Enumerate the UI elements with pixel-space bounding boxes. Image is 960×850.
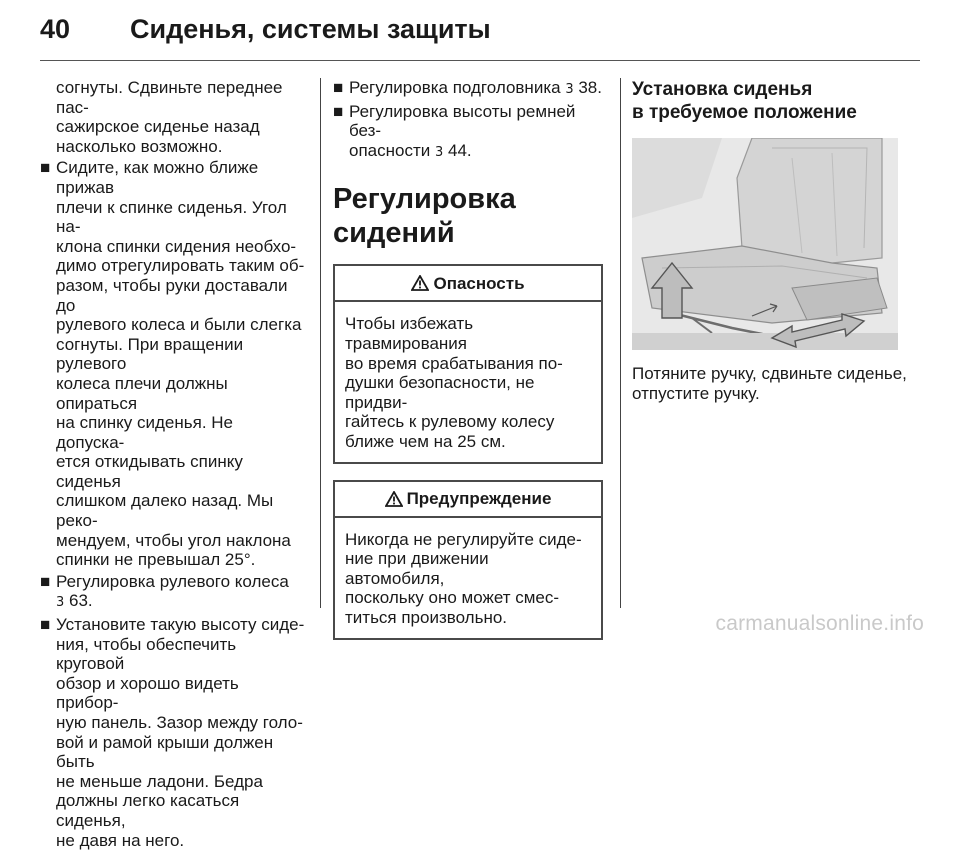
danger-box-body — [335, 302, 601, 461]
bullet-icon: ■ — [40, 615, 51, 635]
text-line: титься произвольно. — [345, 607, 508, 627]
text-line: Регулировка высоты ремней без- — [349, 101, 576, 141]
danger-box — [333, 264, 603, 463]
page-ref-icon: 3 — [434, 144, 444, 160]
text-line: димо отрегулировать таким об- — [56, 256, 305, 276]
text-line: согнуты. При вращении рулевого — [56, 334, 244, 374]
header-divider — [40, 60, 920, 61]
page-ref-number: 63. — [69, 591, 93, 611]
text-line: рулевого колеса и были слегка — [56, 315, 302, 335]
text-line: на спинку сиденья. Не допуска- — [56, 413, 234, 452]
bullet-icon: ■ — [40, 571, 51, 591]
list-item — [40, 615, 305, 850]
caution-box — [333, 480, 603, 640]
list-item-text: Регулировка подголовника — [349, 78, 561, 97]
page-ref-icon: 3 — [565, 82, 574, 97]
text-line: во время срабатывания по- — [345, 353, 563, 373]
section-title: Регулировка сидений — [333, 183, 516, 250]
text-line: вой и рамой крыши должен быть — [56, 732, 274, 772]
bullet-icon: ■ — [333, 101, 344, 121]
subsection-title — [632, 78, 912, 124]
text-line: не меньше ладони. Бедра — [56, 771, 263, 791]
page-number: 40 — [40, 14, 71, 44]
text-line: разом, чтобы руки доставали до — [56, 275, 288, 315]
text-line: плечи к спинке сиденья. Угол на- — [56, 197, 287, 237]
text-line: ния, чтобы обеспечить круговой — [56, 634, 237, 674]
text-line: Регулировка рулевого колеса — [56, 571, 289, 591]
column-1 — [40, 78, 305, 850]
page-title: Сиденья, системы защиты — [130, 14, 491, 44]
column-divider-1 — [320, 78, 321, 608]
text-line: Установите такую высоту сиде- — [56, 615, 305, 635]
text-line — [349, 141, 603, 163]
continuation-paragraph — [40, 78, 305, 156]
text-line: Потяните ручку, сдвиньте сиденье, — [632, 364, 907, 383]
text-line: слишком далеко назад. Мы реко- — [56, 491, 274, 531]
text-line: гайтесь к рулевому колесу — [345, 412, 555, 432]
bullet-icon: ■ — [40, 158, 51, 178]
text-line: клона спинки сидения необхо- — [56, 236, 297, 256]
seat-illustration-graphic — [632, 138, 898, 350]
text-line: Чтобы избежать травмирования — [345, 314, 474, 353]
text-line: Установка сиденья — [632, 79, 813, 100]
list-item — [333, 78, 603, 100]
caution-box-body — [335, 518, 601, 638]
warning-triangle-icon — [385, 491, 403, 507]
text-line: поскольку оно может смес- — [345, 588, 560, 608]
column-3 — [632, 78, 912, 403]
page-reference[interactable] — [435, 141, 472, 160]
column-2 — [333, 78, 603, 656]
text-line: должны легко касаться сиденья, — [56, 791, 240, 830]
caution-box-header — [335, 482, 601, 518]
page-ref-number: 44. — [448, 140, 472, 160]
text-line: душки безопасности, не придви- — [345, 373, 535, 412]
text-line: обзор и хорошо видеть прибор- — [56, 673, 239, 713]
page-ref-icon: 3 — [56, 595, 65, 611]
danger-box-header — [335, 266, 601, 302]
seat-adjustment-illustration — [632, 138, 898, 350]
text-line: в требуемое положение — [632, 102, 857, 123]
text-line: не давя на него. — [56, 830, 185, 850]
page-reference[interactable] — [56, 591, 305, 613]
page-header — [0, 0, 960, 62]
figure-caption — [632, 364, 912, 403]
list-item — [40, 158, 305, 569]
page-ref-number: 38. — [578, 78, 602, 97]
caution-box-title: Предупреждение — [406, 488, 552, 508]
text-line: ближе чем на 25 см. — [345, 431, 506, 451]
text-line — [349, 78, 603, 100]
column-divider-2 — [620, 78, 621, 608]
text-line: колеса плечи должны опираться — [56, 373, 228, 413]
list-item-text: опасности — [349, 140, 431, 160]
watermark: carmanualsonline.info — [715, 612, 924, 635]
page-reference[interactable] — [565, 78, 602, 97]
bullet-icon: ■ — [333, 78, 344, 97]
text-line: Никогда не регулируйте сиде- — [345, 529, 582, 549]
danger-box-title: Опасность — [433, 273, 525, 293]
text-line: ется откидывать спинку сиденья — [56, 452, 243, 491]
text-line: мендуем, чтобы угол наклона — [56, 530, 291, 550]
text-line: Сидите, как можно ближе прижав — [56, 158, 259, 197]
text-line: сажирское сиденье назад — [56, 117, 260, 137]
text-line: ную панель. Зазор между голо- — [56, 713, 303, 732]
list-item — [333, 102, 603, 163]
text-line: отпустите ручку. — [632, 383, 760, 403]
text-line: ние при движении автомобиля, — [345, 549, 489, 588]
list-item — [40, 572, 305, 613]
text-line: спинки не превышал 25°. — [56, 550, 256, 570]
text-line: согнуты. Сдвиньте переднее пас- — [56, 78, 283, 117]
warning-triangle-icon — [411, 275, 429, 291]
text-line: насколько возможно. — [56, 136, 223, 156]
